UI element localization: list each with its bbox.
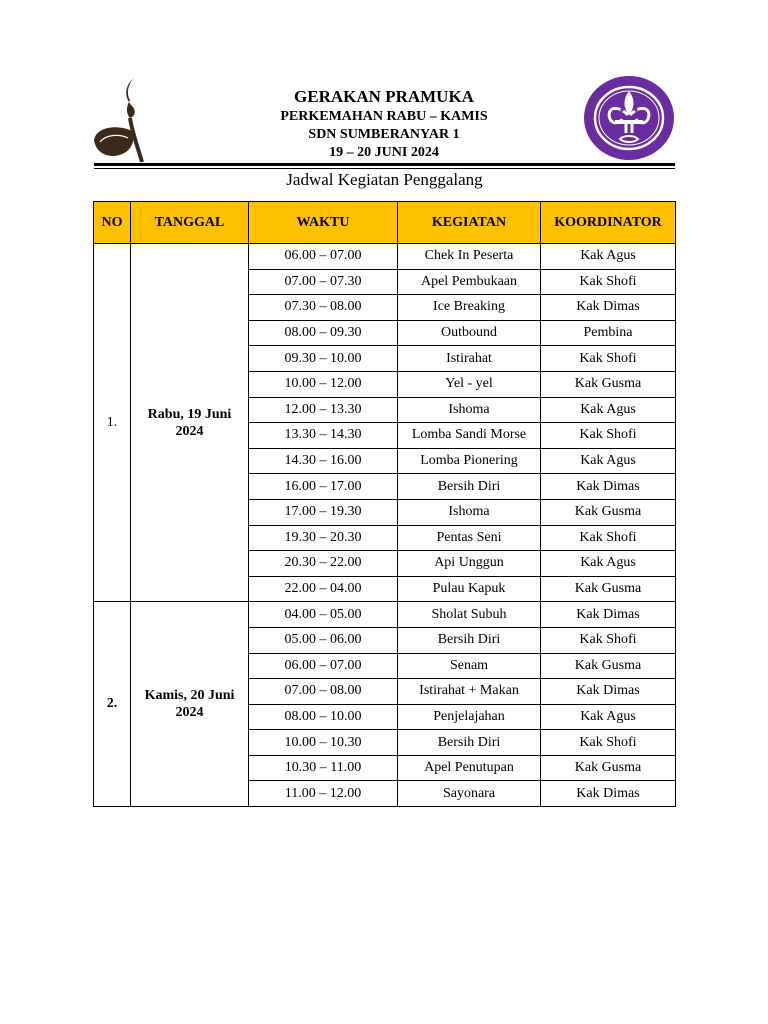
cell-koordinator: Kak Gusma <box>541 653 676 679</box>
cell-koordinator: Kak Shofi <box>541 346 676 372</box>
cell-waktu: 17.00 – 19.30 <box>249 499 398 525</box>
cell-kegiatan: Outbound <box>398 320 541 346</box>
col-header-waktu: WAKTU <box>249 202 398 244</box>
cell-waktu: 10.30 – 11.00 <box>249 755 398 781</box>
cell-waktu: 07.00 – 08.00 <box>249 679 398 705</box>
cell-kegiatan: Istirahat <box>398 346 541 372</box>
cell-waktu: 09.30 – 10.00 <box>249 346 398 372</box>
cell-kegiatan: Ishoma <box>398 397 541 423</box>
cell-kegiatan: Ishoma <box>398 499 541 525</box>
school-name: SDN SUMBERANYAR 1 <box>308 127 460 142</box>
cell-waktu: 16.00 – 17.00 <box>249 474 398 500</box>
cell-kegiatan: Sholat Subuh <box>398 602 541 628</box>
cell-koordinator: Kak Dimas <box>541 295 676 321</box>
cell-waktu: 07.00 – 07.30 <box>249 269 398 295</box>
cell-koordinator: Kak Dimas <box>541 679 676 705</box>
cell-koordinator: Kak Gusma <box>541 576 676 602</box>
cell-koordinator: Kak Dimas <box>541 602 676 628</box>
cell-waktu: 08.00 – 09.30 <box>249 320 398 346</box>
day-number: 1. <box>94 244 131 602</box>
cell-waktu: 14.30 – 16.00 <box>249 448 398 474</box>
cell-waktu: 12.00 – 13.30 <box>249 397 398 423</box>
cell-kegiatan: Pulau Kapuk <box>398 576 541 602</box>
cell-kegiatan: Senam <box>398 653 541 679</box>
cell-koordinator: Kak Agus <box>541 551 676 577</box>
tunas-kelapa-logo-icon <box>90 76 150 164</box>
schedule-body <box>94 244 676 807</box>
cell-waktu: 06.00 – 07.00 <box>249 653 398 679</box>
day-date-line2: 2024 <box>175 423 204 439</box>
day-date <box>131 602 249 807</box>
cell-koordinator: Kak Gusma <box>541 499 676 525</box>
org-title: GERAKAN PRAMUKA <box>294 87 474 106</box>
cell-kegiatan: Apel Pembukaan <box>398 269 541 295</box>
day-date <box>131 244 249 602</box>
cell-kegiatan: Apel Penutupan <box>398 755 541 781</box>
cell-koordinator: Kak Agus <box>541 704 676 730</box>
cell-kegiatan: Bersih Diri <box>398 730 541 756</box>
event-dates: 19 – 20 JUNI 2024 <box>329 145 439 160</box>
day-date-line2: 2024 <box>175 705 204 721</box>
cell-waktu: 05.00 – 06.00 <box>249 627 398 653</box>
cell-waktu: 19.30 – 20.30 <box>249 525 398 551</box>
cell-waktu: 13.30 – 14.30 <box>249 423 398 449</box>
cell-kegiatan: Api Unggun <box>398 551 541 577</box>
cell-waktu: 22.00 – 04.00 <box>249 576 398 602</box>
cell-waktu: 07.30 – 08.00 <box>249 295 398 321</box>
table-header-row <box>94 202 676 244</box>
cell-koordinator: Kak Gusma <box>541 371 676 397</box>
header-rule-thin <box>94 168 675 169</box>
cell-kegiatan: Bersih Diri <box>398 627 541 653</box>
cell-kegiatan: Penjelajahan <box>398 704 541 730</box>
cell-koordinator: Kak Shofi <box>541 730 676 756</box>
cell-waktu: 20.30 – 22.00 <box>249 551 398 577</box>
day-date-line1: Rabu, 19 Juni <box>147 406 232 422</box>
day-date-line1: Kamis, 20 Juni <box>144 688 235 704</box>
col-header-koordinator: KOORDINATOR <box>541 202 676 244</box>
cell-koordinator: Kak Dimas <box>541 474 676 500</box>
cell-kegiatan: Bersih Diri <box>398 474 541 500</box>
cell-kegiatan: Istirahat + Makan <box>398 679 541 705</box>
cell-kegiatan: Lomba Pionering <box>398 448 541 474</box>
cell-koordinator: Kak Dimas <box>541 781 676 807</box>
cell-kegiatan: Yel - yel <box>398 371 541 397</box>
day-number: 2. <box>94 602 131 807</box>
col-header-tanggal: TANGGAL <box>131 202 249 244</box>
cell-koordinator: Kak Agus <box>541 397 676 423</box>
cell-koordinator: Kak Shofi <box>541 525 676 551</box>
col-header-no: NO <box>94 202 131 244</box>
table-row <box>94 602 676 628</box>
cell-kegiatan: Ice Breaking <box>398 295 541 321</box>
cell-waktu: 10.00 – 10.30 <box>249 730 398 756</box>
cell-kegiatan: Sayonara <box>398 781 541 807</box>
cell-waktu: 10.00 – 12.00 <box>249 371 398 397</box>
cell-koordinator: Kak Gusma <box>541 755 676 781</box>
cell-koordinator: Kak Shofi <box>541 627 676 653</box>
cell-koordinator: Pembina <box>541 320 676 346</box>
cell-kegiatan: Lomba Sandi Morse <box>398 423 541 449</box>
cell-waktu: 11.00 – 12.00 <box>249 781 398 807</box>
cell-koordinator: Kak Agus <box>541 448 676 474</box>
header-rule-thick <box>94 163 675 166</box>
cell-waktu: 04.00 – 05.00 <box>249 602 398 628</box>
world-scout-emblem-icon <box>582 75 676 161</box>
event-title: PERKEMAHAN RABU – KAMIS <box>280 109 488 124</box>
col-header-kegiatan: KEGIATAN <box>398 202 541 244</box>
schedule-subtitle: Jadwal Kegiatan Penggalang <box>286 170 483 189</box>
cell-kegiatan: Pentas Seni <box>398 525 541 551</box>
cell-kegiatan: Chek In Peserta <box>398 244 541 270</box>
cell-waktu: 08.00 – 10.00 <box>249 704 398 730</box>
cell-koordinator: Kak Agus <box>541 244 676 270</box>
cell-waktu: 06.00 – 07.00 <box>249 244 398 270</box>
schedule-table <box>93 201 676 807</box>
cell-koordinator: Kak Shofi <box>541 269 676 295</box>
cell-koordinator: Kak Shofi <box>541 423 676 449</box>
table-row <box>94 244 676 270</box>
